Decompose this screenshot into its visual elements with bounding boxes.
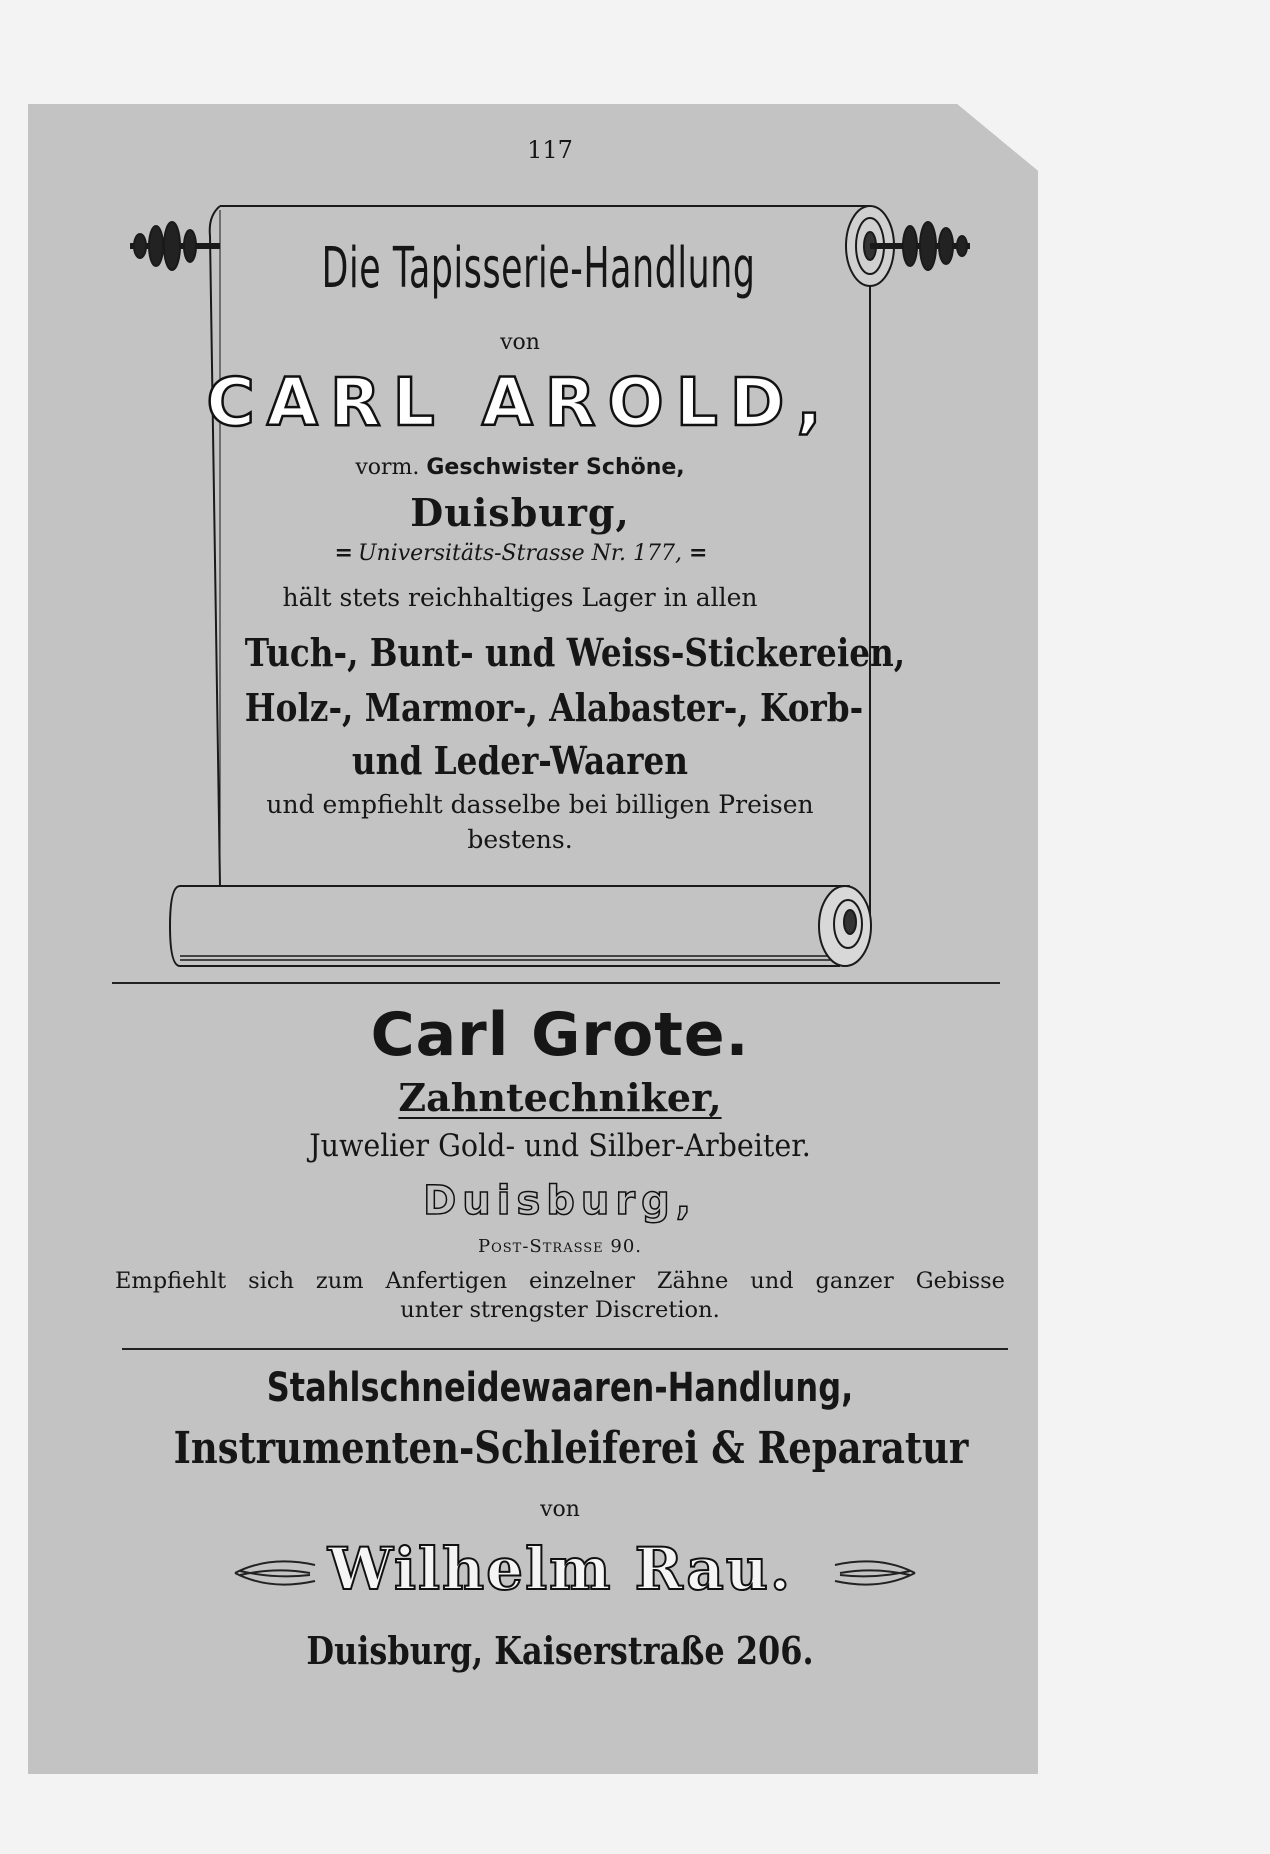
ad1-von: von (500, 330, 540, 355)
ad1-previous-prefix: vorm. (355, 455, 420, 480)
divider-rule-2 (122, 1348, 1008, 1350)
ad1-stock-line: hält stets reichhaltiges Lager in allen (282, 583, 758, 612)
ad2-text-line-1: Empfiehlt sich zum Anfertigen einzelner Zähne und ganzer Gebisse (115, 1268, 1005, 1294)
ad1-goods-line-1: Tuch-, Bunt- und Weiss-Stickereien, (244, 630, 906, 675)
ad3-subheading: Instrumenten-Schleiferei & Reparatur (173, 1423, 969, 1474)
ad1-address-mark-left: = (334, 540, 351, 566)
ad2-street: Post-Strasse 90. (477, 1236, 643, 1257)
ad2-business-name: Carl Grote. (370, 1000, 750, 1070)
ad1-goods-line-3: und Leder-Waaren (351, 738, 689, 783)
ad2-city: Duisburg, (423, 1178, 697, 1224)
ad2-trade: Zahntechniker, (398, 1075, 722, 1120)
ad1-business-name: CARL AROLD, (206, 364, 834, 441)
ad1-address-line (200, 540, 840, 566)
ad1-address-mark-right: = (689, 540, 706, 566)
right-flourish-ornament (830, 1553, 920, 1593)
ad1-previous-name: Geschwister Schöne, (426, 455, 685, 480)
ad2-text-line-2: unter strengster Discretion. (400, 1297, 720, 1323)
ad2-jeweler-line: Juwelier Gold- und Silber-Arbeiter. (309, 1128, 811, 1164)
ad3-von: von (540, 1497, 580, 1522)
ad1-previous-owner (200, 455, 840, 480)
ad1-title: Die Tapisserie-Handlung (321, 236, 756, 301)
ad1-goods-line-2: Holz-, Marmor-, Alabaster-, Korb- (244, 685, 864, 730)
ad1-address: Universitäts-Strasse Nr. 177, (357, 541, 683, 566)
ad3-address: Duisburg, Kaiserstraße 206. (306, 1628, 814, 1673)
page-number: 117 (527, 136, 573, 164)
divider-rule-1 (112, 982, 1000, 984)
ad1-recommend-line: und empfiehlt dasselbe bei billigen Preisen (266, 790, 814, 819)
ad3-business-name: Wilhelm Rau. (327, 1535, 793, 1603)
ad1-recommend-end: bestens. (467, 825, 573, 854)
ad3-heading: Stahlschneidewaaren-Handlung, (266, 1365, 854, 1411)
ad1-city: Duisburg, (410, 490, 630, 535)
